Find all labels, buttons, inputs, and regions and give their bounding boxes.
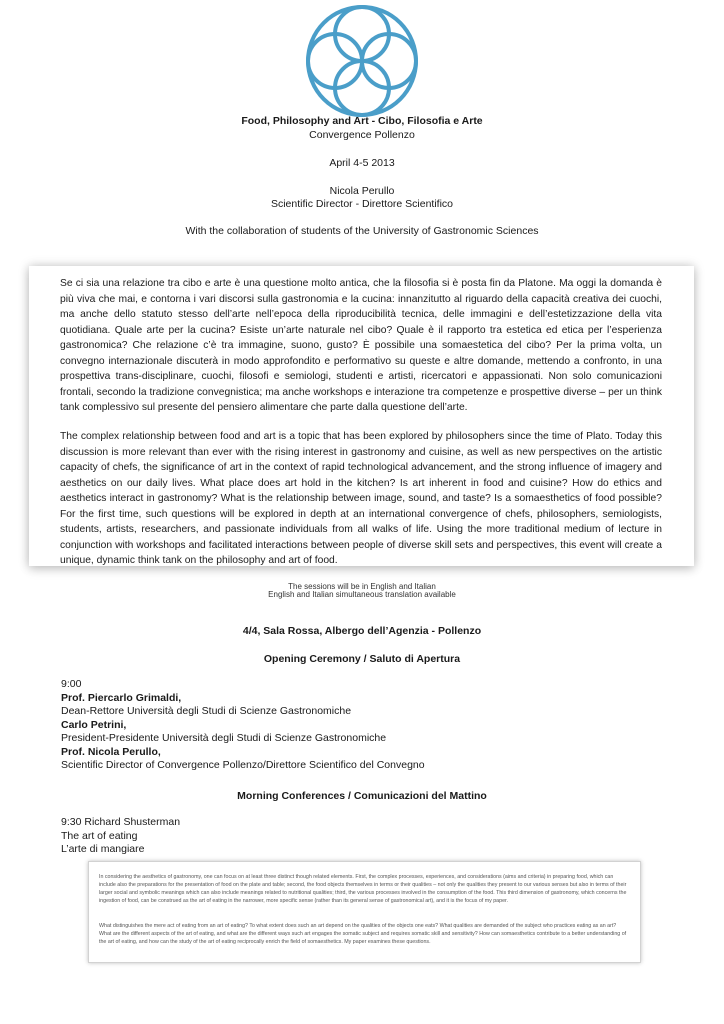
opening-time: 9:00 xyxy=(61,678,82,690)
speaker-name: Prof. Nicola Perullo, xyxy=(61,745,161,758)
intro-card xyxy=(29,266,694,566)
talk-heading xyxy=(61,816,180,830)
talk-block xyxy=(61,816,180,857)
director-name: Nicola Perullo xyxy=(329,185,395,197)
talk-abstract xyxy=(88,861,641,963)
intro-english: The complex relationship between food and art is a topic that has been explored by philosophers since the time of Plato. Today this discussion is more relevant than ever with the rising interest in gastronomy and cuisine, as well as new perspectives on the artistic capacity of chefs, the significance of art in the context of rapid technological advancement, and the strong influence of imagery and aesthetics on our daily lives. What place does art hold in the kitchen? Is art inherent in food and cuisine? How do ethics and aesthetics interact in gastronomy? What is the relationship between image, sound, and taste? Is a somaesthetics of food possible? For the first time, such questions will be explored in depth at an international convergence of chefs, philosophers, semiologists, students, artists, researchers, and passionate individuals from all walks of life. Using the more traditional medium of lecture in conjunction with workshops and facilitated interactions between people of diverse skill sets and perspectives, this event will create a unique, dynamic think tank on the philosophy and art of food. xyxy=(60,431,662,566)
speaker-role: President-Presidente Università degli Studi di Scienze Gastronomiche xyxy=(61,732,387,744)
convergence-logo xyxy=(305,4,419,118)
page-subtitle: Convergence Pollenzo xyxy=(309,129,415,141)
intro-italian: Se ci sia una relazione tra cibo e arte è una questione molto antica, che la filosofia si è posta fin da Platone. Ma oggi la domanda è più viva che mai, e contorna i vari discorsi sulla gastronomia e la cucina: innanzitutto al riguardo della capacità creativa dei cuochi, ma anche dello statuto stesso dell’arte nell’epoca della riproducibilità tecnica, delle immagini e dell’estetizzazione della vita quotidiana. Quale arte per la cucina? Esiste un’arte naturale nel cibo? Quale è il rapporto tra estetica ed etica per l’esperienza gastronomica? Che relazione c’è tra immagine, suono, gusto? È possibile una somaestetica del cibo? Per la prima volta, un convegno internazionale discuterà in modo approfondito e performativo su queste e altre domande, mettendo a confronto, in una prospettiva trans-disciplinare, cuochi, filosofi e semiologi, studenti e artisti, ricercatori e appassionati. Non solo comunicazioni frontali, secondo la tradizione convegnistica; ma anche workshops e interazione tra competenze e prospettive diverse – per un think tank complessivo sul presente del pensiero alimentare che parte dalla questione dell’arte. xyxy=(60,278,662,413)
opening-title: Opening Ceremony / Saluto di Apertura xyxy=(263,653,461,665)
director-role: Scientific Director - Direttore Scientifico xyxy=(270,198,454,210)
morning-title: Morning Conferences / Comunicazioni del Mattino xyxy=(237,790,487,802)
speaker-name: Carlo Petrini, xyxy=(61,718,127,731)
abstract-paragraph-2: What distinguishes the mere act of eating from an art of eating? To what extent does such an art depend on the qualities of the objects one eats? What qualities are demanded of the subject who practices eating as an art? What are the different aspects of the art of eating, and what are the different ways such art engages the somatic subject and requires somatic skill and sensitivity? How can somaesthetics contribute to a better understanding of the art of eating, and how can the study of the art of eating reciprocally enrich the field of somaesthetics. My paper examines these questions. xyxy=(99,923,627,946)
talk-speaker: Richard Shusterman xyxy=(84,816,181,828)
language-note-1: The sessions will be in English and Italian xyxy=(288,582,436,591)
collaboration-note: With the collaboration of students of the University of Gastronomic Sciences xyxy=(185,225,539,237)
opening-program xyxy=(61,678,425,773)
speaker-name: Prof. Piercarlo Grimaldi, xyxy=(61,691,182,704)
speaker-role: Scientific Director of Convergence Pollenzo/Direttore Scientifico del Convegno xyxy=(61,759,425,771)
talk-title-it: L’arte di mangiare xyxy=(61,843,145,855)
speaker-role: Dean-Rettore Università degli Studi di Scienze Gastronomiche xyxy=(61,705,352,717)
event-date: April 4-5 2013 xyxy=(329,157,395,169)
language-note-2: English and Italian simultaneous translation available xyxy=(268,590,456,599)
page-title: Food, Philosophy and Art - Cibo, Filosofia e Arte xyxy=(241,115,483,127)
session-venue: 4/4, Sala Rossa, Albergo dell’Agenzia - Pollenzo xyxy=(242,625,482,637)
abstract-paragraph-1: In considering the aesthetics of gastronomy, one can focus on at least three distinct though related elements. First, the complex processes, experiences, and considerations (aims and criteria) in preparing food, which can include also the preparations for the presentation of food on the plate and table; second, the food objects themselves in terms or their qualities – not only the qualities they present to our various senses but also in terms of their larger social and symbolic meanings which can also include meanings related to nutritional qualities; third, the various processes involved in the consumption of the food. This third dimension of gastronomy, which concerns the ingestion of food, can be construed as the art of eating in the narrower, more specific sense (rather than its general sense of gastronomical art), and it is the focus of my paper. xyxy=(99,874,627,905)
talk-title-en: The art of eating xyxy=(61,829,138,842)
talk-time: 9:30 xyxy=(61,816,82,828)
